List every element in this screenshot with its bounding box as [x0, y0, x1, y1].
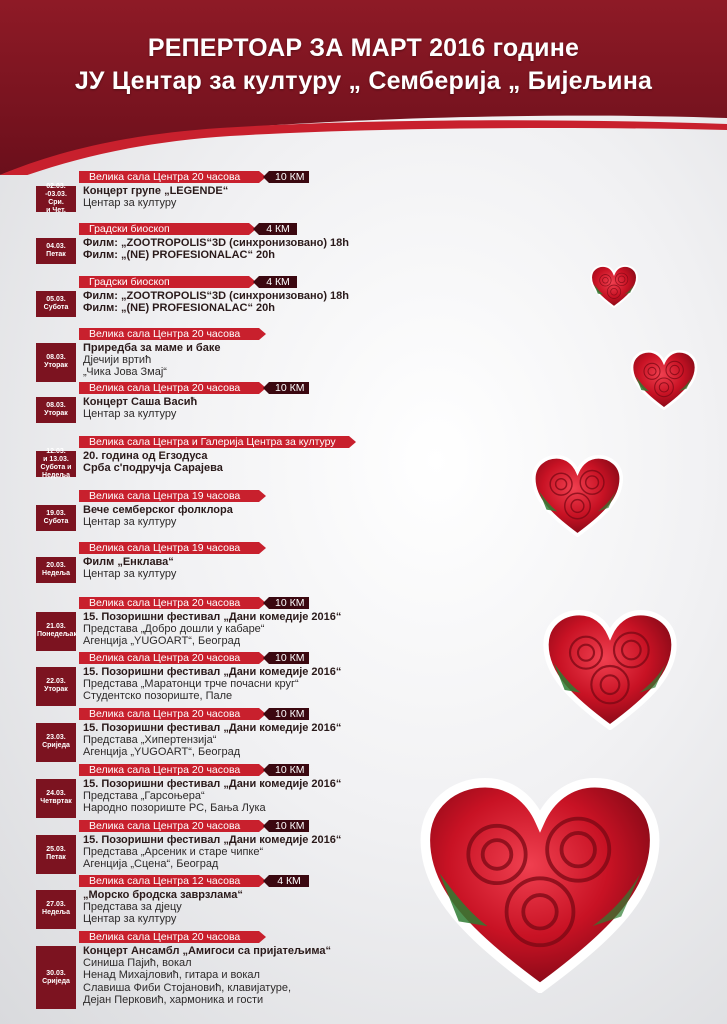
event-venue-bar: Велика сала Центра 20 часова: [79, 764, 259, 776]
event-date-box: [36, 238, 76, 264]
event-venue-bar: Градски биоскоп: [79, 223, 249, 235]
event-details: [83, 237, 349, 261]
event-date-line: Недеља: [42, 909, 70, 917]
event-details: [83, 342, 220, 379]
event-date-box: [36, 890, 76, 929]
rose-heart-3: [534, 457, 621, 535]
event-price-tag: 10 КМ: [269, 382, 309, 394]
event-detail-line: Славиша Фиби Стојановић, клавијатуре,: [83, 981, 292, 994]
event-date-line: 08.03.: [46, 402, 66, 410]
event-detail-line: Представа „Хипертензија“: [83, 734, 217, 747]
event-price-tag: 10 КМ: [269, 708, 309, 720]
event-detail-line: Народно позориште РС, Бања Лука: [83, 802, 266, 815]
rose-heart-4: [546, 613, 674, 728]
event-title: 15. Позоришни фестивал „Дани комедије 2016“: [83, 722, 342, 734]
event-venue-bar: Велика сала Центра 20 часова: [79, 820, 259, 832]
event-detail-line: Представа „Маратонци трче почасни круг“: [83, 678, 299, 691]
event-title: 15. Позоришни фестивал „Дани комедије 2016“: [83, 666, 342, 678]
event-date-box: [36, 946, 76, 1009]
event-detail-line: Представа „Гарсоњера“: [83, 790, 205, 803]
event-venue-bar: Велика сала Центра 12 часова: [79, 875, 259, 887]
event-date-line: 08.03.: [46, 354, 66, 362]
event-date-line: и 13.03.: [43, 456, 69, 464]
event-date-box: [36, 183, 76, 215]
event-date-line: Субота: [43, 304, 69, 312]
event-date-box: [36, 723, 76, 762]
event-date-line: Сриједа: [42, 977, 70, 985]
event-venue-bar: Велика сала Центра 20 часова: [79, 708, 259, 720]
event-date-line: 30.03.: [46, 969, 66, 977]
event-date-line: Уторак: [44, 410, 68, 418]
event-details: [83, 666, 341, 703]
event-detail-line: Филм: „(NE) PROFESIONALAC“ 20h: [83, 302, 276, 315]
event-detail-line: Синиша Пајић, вокал: [83, 957, 192, 970]
event-details: [83, 290, 349, 314]
page-title: РЕПЕРТОАР ЗА МАРТ 2016 године: [147, 34, 580, 62]
event-detail-line: Агенција „YUGOART“, Београд: [83, 746, 241, 759]
event-detail-line: Агенција „YUGOART“, Београд: [83, 635, 241, 648]
event-title: Филм: „ZOOTROPOLIS“3D (синхронизовано) 18h: [83, 290, 350, 302]
event-date-line: 12.03.: [46, 448, 66, 456]
event-price-tag: 4 КМ: [259, 276, 297, 288]
page-subtitle: ЈУ Центар за културу „ Семберија „ Бијељина: [74, 67, 653, 95]
event-title: Филм „Енклава“: [83, 556, 174, 568]
event-date-box: [36, 835, 76, 874]
event-title: 20. година од Егзодуса: [83, 450, 208, 462]
event-detail-line: Дејан Перковић, хармоника и гости: [83, 993, 264, 1006]
event-date-line: 21.03.: [46, 623, 66, 631]
event-date-box: [36, 505, 76, 531]
event-date-line: Четвртак: [40, 798, 72, 806]
event-date-box: [36, 557, 76, 583]
event-details: [83, 778, 341, 815]
event-date-box: [36, 397, 76, 423]
event-details: [83, 945, 331, 1006]
event-detail-line: Центар за културу: [83, 516, 177, 529]
event-details: [83, 504, 233, 528]
event-date-box: [36, 343, 76, 382]
event-date-line: 20.03.: [46, 562, 66, 570]
event-date-box: [36, 612, 76, 651]
event-venue-bar: Велика сала Центра 19 часова: [79, 490, 259, 502]
event-date-line: Недеља: [42, 570, 70, 578]
event-title: 15. Позоришни фестивал „Дани комедије 2016“: [83, 834, 342, 846]
event-date-line: -03.03.: [45, 191, 67, 199]
event-title: „Морско бродска заврзлама“: [83, 889, 243, 901]
event-venue-bar: Велика сала Центра 19 часова: [79, 542, 259, 554]
event-date-line: Уторак: [44, 686, 68, 694]
event-detail-line: Центар за културу: [83, 913, 177, 926]
event-details: [83, 611, 341, 648]
event-date-line: 05.03.: [46, 296, 66, 304]
event-venue-bar: Велика сала Центра 20 часова: [79, 328, 259, 340]
event-date-box: [36, 291, 76, 317]
event-title: Приредба за маме и баке: [83, 342, 221, 354]
event-date-line: 19.03.: [46, 510, 66, 518]
event-detail-line: Ненад Михајловић, гитара и вокал: [83, 969, 260, 982]
event-title: Концерт Саша Васић: [83, 396, 198, 408]
event-details: [83, 834, 341, 871]
event-detail-line: Представа за дјецу: [83, 901, 182, 914]
event-date-line: 02.03.: [46, 183, 66, 191]
rose-heart-5: [425, 783, 654, 988]
event-date-line: Петак: [46, 854, 66, 862]
event-date-line: Сриједа: [42, 742, 70, 750]
event-detail-line: Агенција „Сцена“, Београд: [83, 858, 219, 871]
event-date-line: 27.03.: [46, 901, 66, 909]
event-venue-bar: Велика сала Центра и Галерија Центра за културу: [79, 436, 349, 448]
event-venue-bar: Велика сала Центра 20 часова: [79, 931, 259, 943]
event-price-tag: 10 КМ: [269, 820, 309, 832]
event-detail-line: Дјечији вртић: [83, 354, 152, 367]
event-price-tag: 4 КМ: [259, 223, 297, 235]
event-detail-line: „Чика Јова Змај“: [83, 366, 167, 379]
event-details: [83, 556, 176, 580]
event-detail-line: Представа „Арсеник и старе чипке“: [83, 846, 264, 859]
event-venue-bar: Велика сала Центра 20 часова: [79, 597, 259, 609]
event-date-line: Петак: [46, 251, 66, 259]
event-date-line: Понедељак: [37, 631, 77, 639]
event-date-line: Субота: [43, 518, 69, 526]
event-title: Филм: „ZOOTROPOLIS“3D (синхронизовано) 18h: [83, 237, 350, 249]
event-detail-line: Срба с'подручја Сарајева: [83, 462, 223, 475]
rose-heart-2: [632, 351, 696, 408]
event-venue-bar: Велика сала Центра 20 часова: [79, 652, 259, 664]
event-date-box: [36, 667, 76, 706]
event-details: [83, 185, 228, 209]
event-price-tag: 10 КМ: [269, 171, 309, 183]
event-details: [83, 396, 197, 420]
event-date-line: 04.03.: [46, 243, 66, 251]
event-title: 15. Позоришни фестивал „Дани комедије 2016“: [83, 778, 342, 790]
event-venue-bar: Велика сала Центра 20 часова: [79, 171, 259, 183]
event-detail-line: Студентско позориште, Пале: [83, 690, 233, 703]
event-price-tag: 10 КМ: [269, 597, 309, 609]
event-date-line: и Чет.: [46, 207, 66, 215]
event-price-tag: 10 КМ: [269, 652, 309, 664]
event-price-tag: 10 КМ: [269, 764, 309, 776]
header-banner: [0, 0, 727, 175]
event-price-tag: 4 КМ: [269, 875, 309, 887]
event-detail-line: Центар за културу: [83, 568, 177, 581]
event-venue-bar: Градски биоскоп: [79, 276, 249, 288]
event-date-line: Субота и: [40, 464, 72, 472]
event-date-line: 22.03.: [46, 678, 66, 686]
event-venue-bar: Велика сала Центра 20 часова: [79, 382, 259, 394]
event-title: Вече семберског фолклора: [83, 504, 233, 516]
event-detail-line: Центар за културу: [83, 197, 177, 210]
event-title: Концерт Ансамбл „Амигоси са пријатељима“: [83, 945, 332, 957]
event-title: Концерт групе „LEGENDE“: [83, 185, 229, 197]
rose-heart-1: [591, 266, 637, 307]
event-date-line: Уторак: [44, 362, 68, 370]
event-date-line: 24.03.: [46, 790, 66, 798]
event-detail-line: Представа „Добро дошли у кабаре“: [83, 623, 265, 636]
event-date-box: [36, 448, 76, 480]
event-details: [83, 450, 223, 474]
event-date-line: 23.03.: [46, 734, 66, 742]
event-details: [83, 722, 341, 759]
event-title: 15. Позоришни фестивал „Дани комедије 2016“: [83, 611, 342, 623]
event-date-line: Сри.: [48, 199, 64, 207]
event-details: [83, 889, 243, 926]
event-date-line: 25.03.: [46, 846, 66, 854]
event-detail-line: Центар за културу: [83, 408, 177, 421]
event-date-box: [36, 779, 76, 818]
event-detail-line: Филм: „(NE) PROFESIONALAC“ 20h: [83, 249, 276, 262]
event-date-line: Недеља: [42, 472, 70, 480]
